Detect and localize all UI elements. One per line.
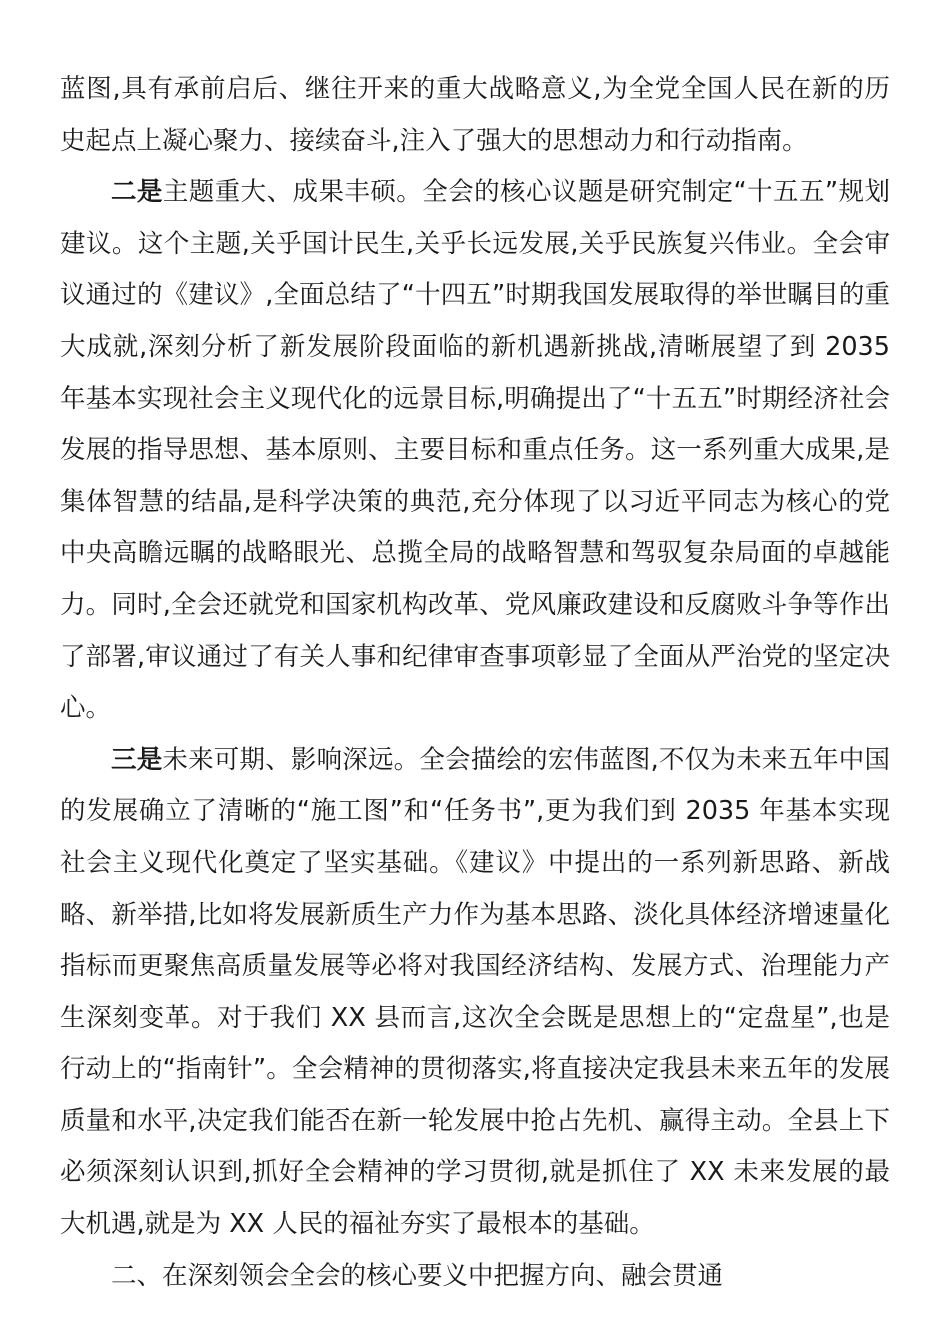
section-heading: 二、在深刻领会全会的核心要义中把握方向、融会贯通 [111, 1260, 724, 1291]
document-body [60, 64, 890, 1302]
paragraph-point-two [60, 167, 890, 735]
point-three-lead: 三是 [111, 744, 163, 775]
point-three-text: 未来可期、影响深远。全会描绘的宏伟蓝图,不仅为未来五年中国的发展确立了清晰的“施工图”和“任务书”,更为我们到 2035 年基本实现社会主义现代化奠定了坚实基础。《建议》中提出的一系列新思路、新战略、新举措,比如将发展新质生产力作为基本思路、淡化具体经济增速量化指标而更聚焦高质量发展等必将对我国经济结构、发展方式、治理能力产生深刻变革。对于我们 XX 县而言,这次全会既是思想上的“定盘星”,也是行动上的“指南针”。全会精神的贯彻落实,将直接决定我县未来五年的发展质量和水平,决定我们能否在新一轮发展中抢占先机、赢得主动。全县上下必须深刻认识到,抓好全会精神的学习贯彻,就是抓住了 XX 未来发展的最大机遇,就是为 XX 人民的福祉夯实了最根本的基础。 [60, 744, 890, 1240]
paragraph-continuation [60, 64, 890, 167]
paragraph-point-three [60, 735, 890, 1251]
paragraph-1-text: 蓝图,具有承前启后、继往开来的重大战略意义,为全党全国人民在新的历史起点上凝心聚力、接续奋斗,注入了强大的思想动力和行动指南。 [60, 74, 890, 156]
point-two-lead: 二是 [111, 177, 163, 208]
point-two-text: 主题重大、成果丰硕。全会的核心议题是研究制定“十五五”规划建议。这个主题,关乎国计民生,关乎长远发展,关乎民族复兴伟业。全会审议通过的《建议》,全面总结了“十四五”时期我国发展取得的举世瞩目的重大成就,深刻分析了新发展阶段面临的新机遇新挑战,清晰展望了到 2035 年基本实现社会主义现代化的远景目标,明确提出了“十五五”时期经济社会发展的指导思想、基本原则、主要目标和重点任务。这一系列重大成果,是集体智慧的结晶,是科学决策的典范,充分体现了以习近平同志为核心的党中央高瞻远瞩的战略眼光、总揽全局的战略智慧和驾驭复杂局面的卓越能力。同时,全会还就党和国家机构改革、党风廉政建设和反腐败斗争等作出了部署,审议通过了有关人事和纪律审查事项彰显了全面从严治党的坚定决心。 [60, 177, 890, 724]
